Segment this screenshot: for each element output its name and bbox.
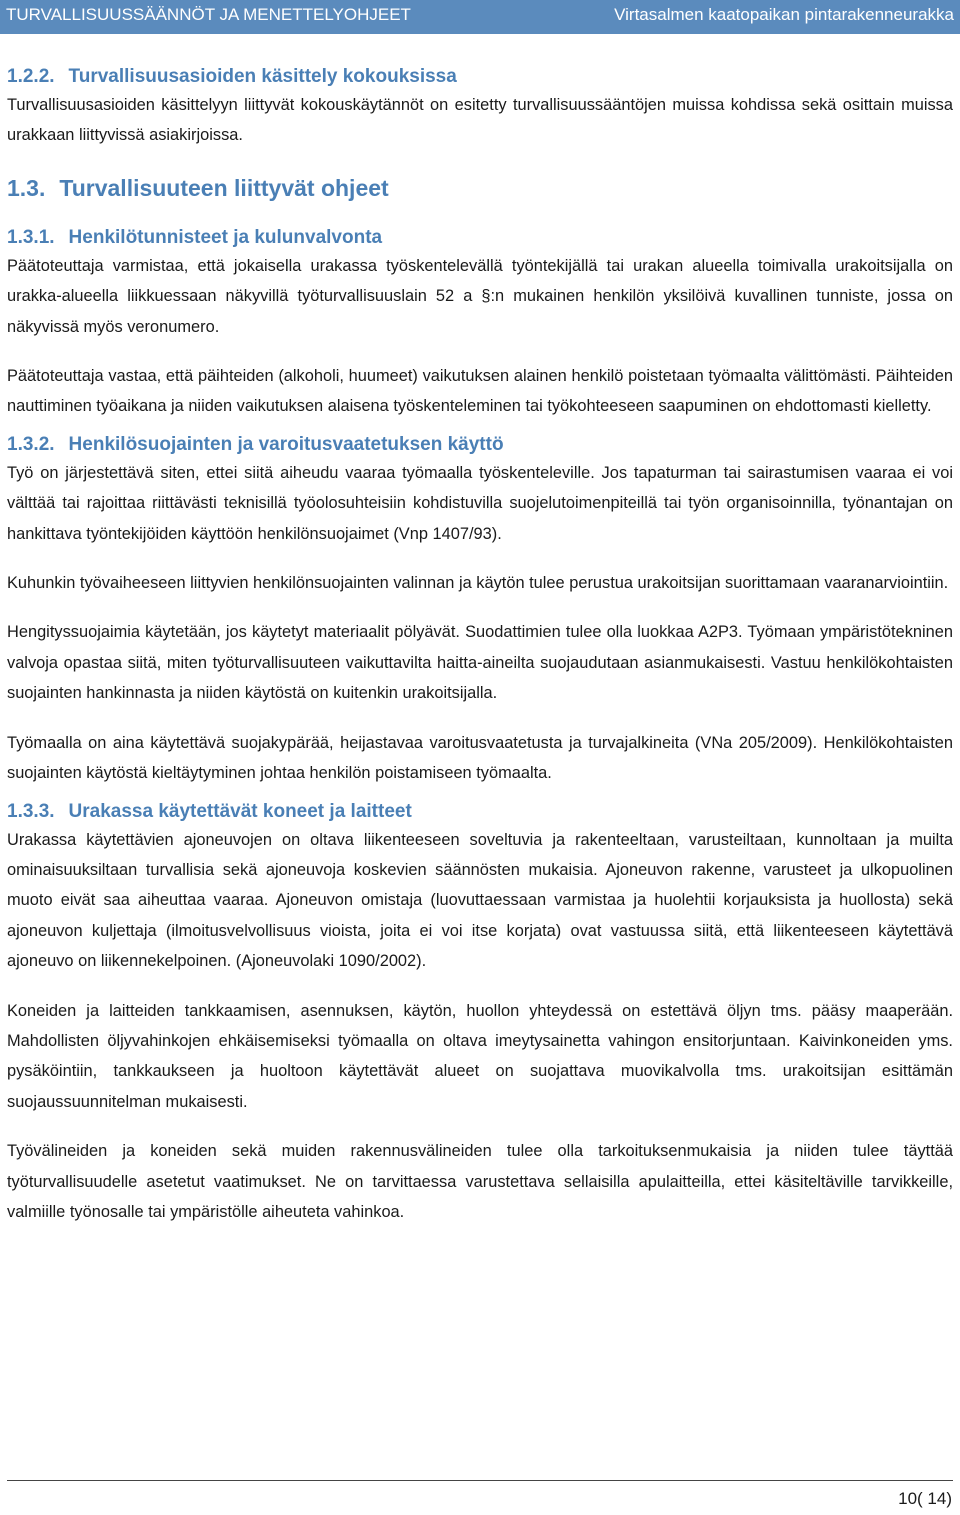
heading-number: 1.2.2.: [7, 66, 55, 87]
heading-1-2-2: [7, 64, 953, 90]
heading-title: Henkilösuojainten ja varoitusvaatetuksen käyttö: [68, 433, 504, 455]
paragraph: Työ on järjestettävä siten, ettei siitä aiheudu vaaraa työmaalla työskenteleville. Jos tapaturman tai sairastumisen vaaraa ei voi välttää tai rajoittaa riittävästi teknisillä työolosuhteisiin kohdistuvilla suojelutoimenpiteillä tai työn organisoinnilla, työnantajan on hankittava työntekijöiden käyttöön henkilönsuojaimet (Vnp 1407/93).: [7, 463, 953, 543]
footer-divider: [7, 1480, 953, 1481]
page-header: [0, 0, 960, 34]
heading-number: 1.3.1.: [7, 226, 55, 248]
paragraph: Työvälineiden ja koneiden sekä muiden rakennusvälineiden tulee olla tarkoituksenmukaisia ja niiden tulee täyttää työturvallisuudelle asetetut vaatimukset. Ne on tarvittaessa varustettava sellaisilla apulaitteilla, ettei käsiteltäville tarvikkeille, valmiille työnosalle tai ympäristölle aiheuteta vahinkoa.: [7, 1142, 953, 1221]
header-project-name: Virtasalmen kaatopaikan pintarakenneurakka: [614, 5, 954, 24]
heading-number: 1.3.: [7, 174, 46, 201]
header-document-title: TURVALLISUUSSÄÄNNÖT JA MENETTELYOHJEET: [6, 5, 411, 24]
heading-1-3-3: [7, 799, 953, 825]
heading-title: Henkilötunnisteet ja kulunvalvonta: [68, 226, 383, 248]
heading-title: Turvallisuuteen liittyvät ohjeet: [59, 174, 389, 201]
heading-1-3-2: [7, 432, 953, 458]
paragraph: Päätoteuttaja vastaa, että päihteiden (alkoholi, huumeet) vaikutuksen alainen henkilö poistetaan työmaalta välittömästi. Päihteiden nauttiminen työaikana ja niiden vaikutuksen alaisena työskenteleminen tai työkohteeseen saapuminen on ehdottomasti kielletty.: [7, 367, 953, 416]
heading-1-3-1: [7, 225, 953, 251]
paragraph: Turvallisuusasioiden käsittelyyn liittyvät kokouskäytännöt on esitetty turvallisuussääntöjen muissa kohdissa sekä osittain muissa urakkaan liittyvissä asiakirjoissa.: [7, 96, 953, 145]
document-body: [7, 64, 953, 1227]
paragraph: Hengityssuojaimia käytetään, jos käytetyt materiaalit pölyävät. Suodattimien tulee olla luokkaa A2P3. Työmaan ympäristötekninen valvoja opastaa siitä, miten työturvallisuuteen vaikuttavilta haitta-aineilta suojaudutaan asianmukaisesti. Vastuu henkilökohtaisten suojainten hankinnasta ja niiden käytöstä on kuitenkin urakoitsijalla.: [7, 623, 953, 703]
paragraph: Päätoteuttaja varmistaa, että jokaisella urakassa työskentelevällä työntekijällä tai urakan alueella toimivalla urakoitsijalla on urakka-alueella liikkuessaan näkyvillä työturvallisuuslain 52 a §:n mukainen henkilön yksilöivä kuvallinen tunniste, jossa on näkyvissä myös veronumero.: [7, 256, 953, 336]
heading-title: Turvallisuusasioiden käsittely kokouksissa: [68, 66, 457, 87]
page-number: 10( 14): [898, 1489, 952, 1508]
heading-number: 1.3.3.: [7, 800, 55, 822]
paragraph: Kuhunkin työvaiheeseen liittyvien henkilönsuojainten valinnan ja käytön tulee perustua urakoitsijan suorittamaan vaaranarviointiin.: [7, 574, 949, 593]
paragraph: Urakassa käytettävien ajoneuvojen on oltava liikenteeseen soveltuvia ja rakenteeltaan, varusteiltaan, kunnoltaan ja muilta ominaisuuksiltaan turvallisia sekä ajoneuvoja koskevien säännösten mukaisia. Ajoneuvon rakenne, varusteet ja ulkopuolinen muoto eivät saa aiheuttaa vaaraa. Ajoneuvon omistaja (luovuttaessaan varmistaa ja huolehtii korjauksista ja huollosta) sekä ajoneuvon kuljettaja (ilmoitusvelvollisuus vioista, joita ei voi itse korjata) ovat vastuussa siitä, että liikenteeseen käytettävä ajoneuvo on liikennekelpoinen. (Ajoneuvolaki 1090/2002).: [7, 830, 953, 971]
paragraph: Työmaalla on aina käytettävä suojakypärää, heijastavaa varoitusvaatetusta ja turvajalkineita (VNa 205/2009). Henkilökohtaisten suojainten käytöstä kieltäytyminen johtaa henkilön poistamiseen työmaalta.: [7, 733, 953, 783]
heading-number: 1.3.2.: [7, 433, 55, 455]
paragraph: Koneiden ja laitteiden tankkaamisen, asennuksen, käytön, huollon yhteydessä on estettävä öljyn tms. pääsy maaperään. Mahdollisten öljyvahinkojen ehkäisemiseksi työmaalla on oltava imeytysainetta vahingon ensitorjuntaan. Kaivinkoneiden yms. pysäköintiin, tankkaukseen ja huoltoon käytettävät alueet on suojattava muovikalvolla tms. urakoitsijan esittämän suojaussuunnitelman mukaisesti.: [7, 1001, 953, 1111]
heading-1-3: [7, 173, 953, 203]
heading-title: Urakassa käytettävät koneet ja laitteet: [68, 800, 412, 822]
